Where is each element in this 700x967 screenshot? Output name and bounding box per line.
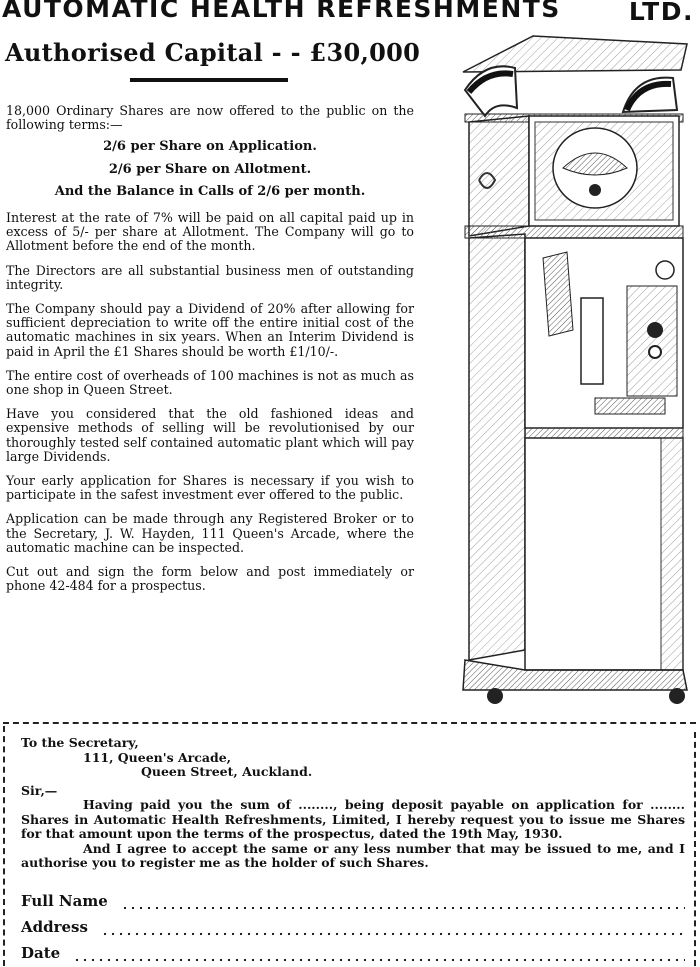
application-form [3, 722, 696, 966]
form-request-paragraph [21, 798, 685, 842]
form-left-border [3, 726, 5, 966]
term-allotment: 2/6 per Share on Allotment. [108, 161, 312, 177]
date-label: Date [21, 944, 61, 962]
address-label: Address [21, 918, 88, 936]
overheads-paragraph: The entire cost of overheads of 100 machines is not as much as one shop in Queen Street. [6, 367, 414, 398]
date-input-line[interactable] [73, 958, 685, 962]
form-agreement-paragraph [21, 842, 685, 871]
apply-paragraph: Application can be made through any Registered Broker or to the Secretary, J. W. Hayden, 111 Queen's Arcade, where the automatic machine can be inspected. [6, 511, 414, 555]
full-name-field[interactable] [21, 892, 685, 914]
directors-paragraph: The Directors are all substantial business men of outstanding integrity. [6, 262, 414, 292]
form-right-border [694, 732, 696, 966]
interest-paragraph: Interest at the rate of 7% will be paid on all capital paid up in excess of 5/- per share at Allotment. The Company will go to Allotment before the end of the month. [6, 210, 414, 254]
form-address-line1: 111, Queen's Arcade, [83, 749, 232, 765]
cutout-paragraph: Cut out and sign the form below and post immediately or phone 42-484 for a prospectus. [6, 564, 414, 594]
form-addressee: To the Secretary, [21, 735, 139, 750]
term-balance: And the Balance in Calls of 2/6 per month. [54, 183, 366, 199]
early-application-paragraph: Your early application for Shares is necessary if you wish to participate in the safest investment ever offered to the public. [6, 473, 414, 503]
full-name-input-line[interactable] [121, 906, 685, 910]
company-ltd: LTD. [628, 0, 694, 26]
form-salutation: Sir,— [21, 782, 58, 798]
address-input-line[interactable] [101, 932, 685, 936]
form-request-text: Having paid you the sum of ........, being deposit payable on application for ........ Shares in Automatic Health Refreshments, Limited, I hereby request you to issue me Shares for that amount upon the terms of the prospectus, dated the 19th May, 1930. [21, 797, 685, 841]
ideas-paragraph: Have you considered that the old fashioned ideas and expensive methods of selling will be revolutionised by our thoroughly tested self contained automatic plant which will pay large Dividends. [6, 406, 414, 464]
form-agreement-text: And I agree to accept the same or any less number that may be issued to me, and I authorise you to register me as the holder of such Shares. [21, 840, 685, 870]
form-text [21, 736, 685, 871]
term-application: 2/6 per Share on Application. [103, 139, 317, 155]
intro-paragraph: 18,000 Ordinary Shares are now offered to the public on the following terms:— [6, 103, 414, 133]
company-name: AUTOMATIC HEALTH REFRESHMENTS [2, 0, 561, 23]
heading-rule [130, 78, 288, 82]
company-heading [2, 0, 696, 26]
authorised-capital: Authorised Capital - - £30,000 [5, 38, 421, 67]
address-field[interactable] [21, 918, 685, 940]
date-field[interactable] [21, 944, 685, 966]
form-address-line2: Queen Street, Auckland. [141, 764, 313, 779]
full-name-label: Full Name [21, 892, 108, 910]
vending-machine-illustration [455, 30, 693, 710]
prospectus-text [6, 104, 414, 603]
share-terms [6, 140, 414, 199]
dividend-paragraph: The Company should pay a Dividend of 20% after allowing for sufficient depreciation to write off the entire initial cost of the automatic machines in six years. When an Interim Dividend is paid in April the £1 Shares should be worth £1/10/-. [6, 301, 414, 359]
